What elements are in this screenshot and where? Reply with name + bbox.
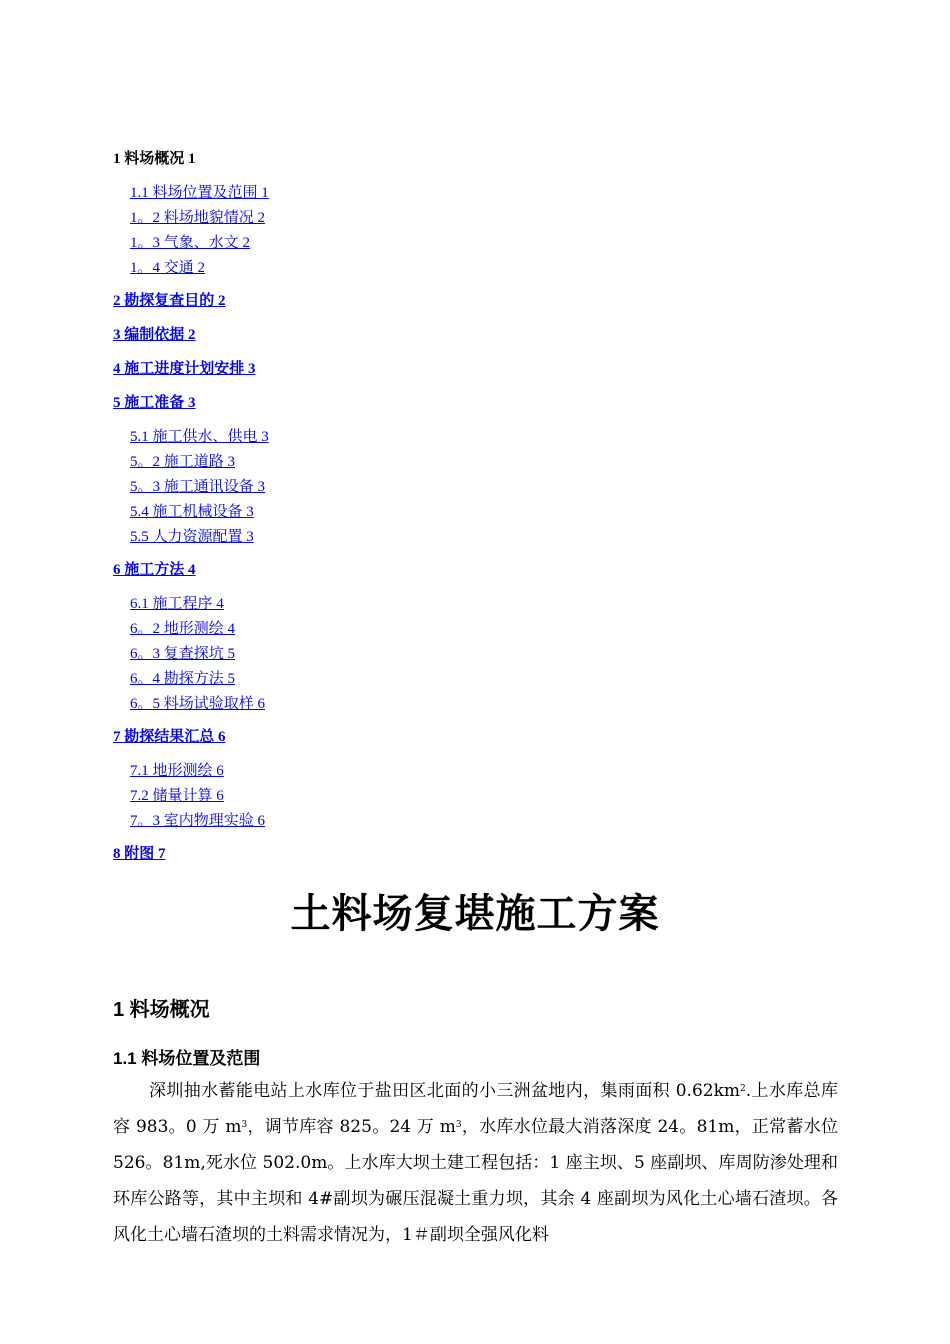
section-heading-1: 1 料场概况 (113, 999, 210, 1021)
para-text-3: ，调节库容 825。24 万 m (247, 1117, 456, 1137)
toc-link-5-1[interactable]: 5.1 施工供水、供电 3 (130, 429, 269, 445)
para-text-1: 深圳抽水蓄能电站上水库位于盐田区北面的小三洲盆地内，集雨面积 0.62km (149, 1081, 741, 1101)
toc-link-6-4[interactable]: 6。4 勘探方法 5 (130, 671, 236, 687)
table-of-contents (113, 148, 833, 865)
superscript-3a: 3 (241, 1120, 248, 1130)
toc-link-1-3[interactable]: 1。3 气象、水文 2 (130, 235, 251, 251)
toc-link-7-2[interactable]: 7.2 储量计算 6 (130, 788, 224, 804)
para-text-2: .上水库总库容 983。0 万 m (113, 1081, 838, 1137)
toc-link-5-2[interactable]: 5。2 施工道路 3 (130, 454, 236, 470)
document-title: 土料场复堪施工方案 (290, 891, 660, 937)
toc-link-1-4[interactable]: 1。4 交通 2 (130, 260, 206, 276)
toc-link-6-1[interactable]: 6.1 施工程序 4 (130, 596, 224, 612)
toc-link-6-5[interactable]: 6。5 料场试验取样 6 (130, 696, 266, 712)
toc-link-1-2[interactable]: 1。2 料场地貌情况 2 (130, 210, 266, 226)
toc-link-4[interactable]: 4 施工进度计划安排 3 (113, 361, 256, 377)
subsection-heading-1-1: 1.1 料场位置及范围 (113, 1049, 261, 1068)
toc-link-5-4[interactable]: 5.4 施工机械设备 3 (130, 504, 254, 520)
toc-link-5[interactable]: 5 施工准备 3 (113, 395, 196, 411)
toc-link-8[interactable]: 8 附图 7 (113, 846, 166, 862)
superscript-2: 2 (740, 1084, 746, 1094)
toc-link-7-3[interactable]: 7。3 室内物理实验 6 (130, 813, 266, 829)
body-paragraph (113, 1073, 838, 1253)
toc-link-6[interactable]: 6 施工方法 4 (113, 562, 196, 578)
toc-link-2[interactable]: 2 勘探复查目的 2 (113, 293, 226, 309)
toc-link-5-3[interactable]: 5。3 施工通讯设备 3 (130, 479, 266, 495)
toc-link-3[interactable]: 3 编制依据 2 (113, 327, 196, 343)
toc-link-7-1[interactable]: 7.1 地形测绘 6 (130, 763, 224, 779)
toc-link-7[interactable]: 7 勘探结果汇总 6 (113, 729, 226, 745)
toc-link-6-3[interactable]: 6。3 复查探坑 5 (130, 646, 236, 662)
toc-item-1: 1 料场概况 1 (113, 151, 196, 167)
para-text-4: ，水库水位最大消落深度 24。81m，正常蓄水位 526。81m,死水位 502.0m。上水库大坝土建工程包括：1 座主坝、5 座副坝、库周防渗处理和环库公路等，其中主坝和 4#副坝为碾压混凝土重力坝，其余 4 座副坝为风化土心墙石渣坝。各风化土心墙石渣坝的土料需求情况为，1＃副坝全强风化料 (113, 1117, 838, 1245)
toc-link-6-2[interactable]: 6。2 地形测绘 4 (130, 621, 236, 637)
superscript-3b: 3 (455, 1120, 462, 1130)
toc-link-1-1[interactable]: 1.1 料场位置及范围 1 (130, 185, 269, 201)
toc-link-5-5[interactable]: 5.5 人力资源配置 3 (130, 529, 254, 545)
